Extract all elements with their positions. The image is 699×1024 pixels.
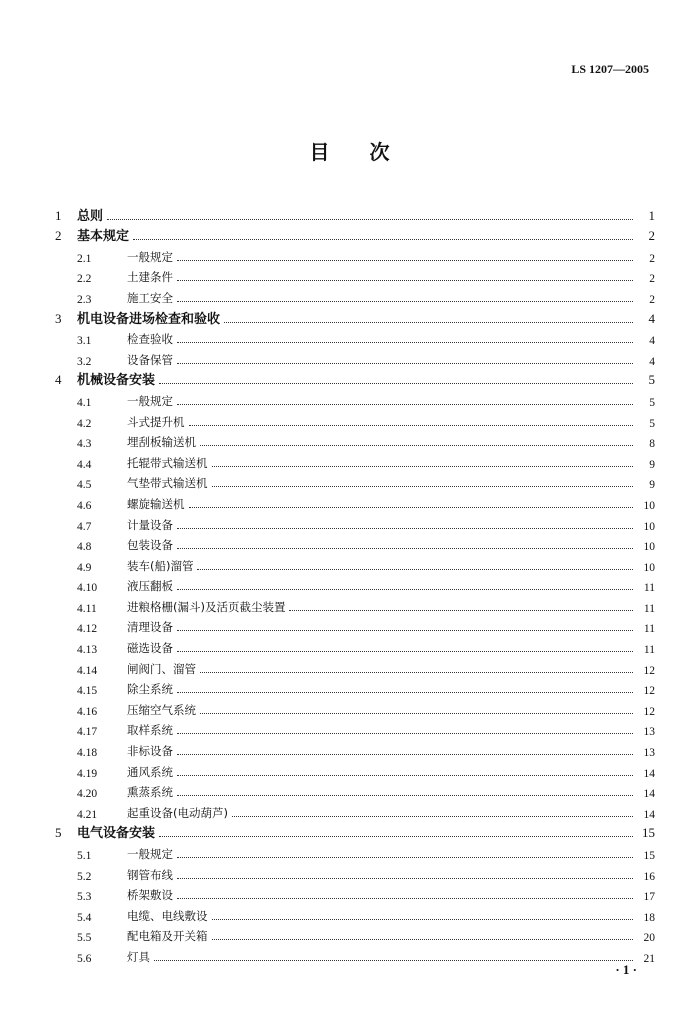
toc-entry-number: 4.6 bbox=[77, 499, 92, 512]
toc-entry-number: 4.7 bbox=[77, 520, 92, 533]
toc-entry-label: 土建条件 bbox=[127, 270, 173, 285]
toc-entry-label: 施工安全 bbox=[127, 290, 173, 305]
dot-leader bbox=[154, 960, 633, 961]
toc-entry-label: 配电箱及开关箱 bbox=[127, 929, 208, 944]
toc-entry-page: 12 bbox=[643, 685, 655, 698]
toc-entry-label: 通风系统 bbox=[127, 764, 173, 779]
toc-entry[interactable] bbox=[55, 388, 655, 409]
toc-entry[interactable] bbox=[55, 327, 655, 348]
toc-entry-number: 4.21 bbox=[77, 808, 98, 821]
dot-leader bbox=[177, 363, 633, 364]
toc-entry[interactable] bbox=[55, 656, 655, 677]
dot-leader bbox=[177, 589, 633, 590]
standard-code: LS 1207—2005 bbox=[571, 62, 649, 76]
toc-entry-number: 5.1 bbox=[77, 850, 92, 862]
dot-leader bbox=[177, 898, 633, 899]
toc-entry-number: 3.1 bbox=[77, 335, 92, 348]
toc-entry-page: 14 bbox=[643, 767, 655, 780]
toc-entry-label: 电缆、电线敷设 bbox=[127, 908, 208, 923]
toc-entry-page: 11 bbox=[643, 582, 655, 595]
toc-entry-number: 5.5 bbox=[77, 932, 92, 945]
toc-entry[interactable] bbox=[55, 265, 655, 286]
toc-entry[interactable] bbox=[55, 883, 655, 904]
toc-entry[interactable] bbox=[55, 203, 655, 224]
toc-entry[interactable] bbox=[55, 924, 655, 945]
toc-entry[interactable] bbox=[55, 347, 655, 368]
toc-entry-label: 设备保管 bbox=[127, 352, 173, 367]
toc-entry-page: 2 bbox=[649, 252, 655, 265]
dot-leader bbox=[212, 939, 634, 940]
toc-entry[interactable] bbox=[55, 862, 655, 883]
toc-entry-page: 10 bbox=[643, 541, 655, 554]
toc-entry-label: 托辊带式输送机 bbox=[127, 455, 208, 470]
toc-entry-page: 8 bbox=[649, 438, 655, 451]
toc-entry-number: 4.5 bbox=[77, 479, 92, 492]
toc-entry-number: 5.6 bbox=[77, 952, 92, 965]
toc-entry-number: 5.2 bbox=[77, 870, 92, 883]
toc-entry-label: 进粮格栅(漏斗)及活页截尘装置 bbox=[127, 599, 286, 614]
toc-entry[interactable] bbox=[55, 944, 655, 965]
toc-entry-page: 12 bbox=[643, 664, 655, 677]
dot-leader bbox=[224, 322, 633, 323]
toc-entry-page: 5 bbox=[648, 372, 655, 388]
toc-entry[interactable] bbox=[55, 759, 655, 780]
toc-entry[interactable] bbox=[55, 512, 655, 533]
toc-entry-label: 非标设备 bbox=[127, 744, 173, 759]
toc-entry-page: 11 bbox=[643, 602, 655, 615]
toc-entry-label: 一般规定 bbox=[127, 249, 173, 264]
toc-entry-label: 包装设备 bbox=[127, 538, 173, 553]
toc-entry-number: 4 bbox=[55, 372, 62, 388]
dot-leader bbox=[133, 239, 633, 240]
toc-entry-label: 一般规定 bbox=[127, 847, 173, 861]
toc-entry-label: 机电设备进场检查和验收 bbox=[77, 311, 221, 327]
toc-entry[interactable] bbox=[55, 409, 655, 430]
toc-entry-page: 21 bbox=[643, 952, 655, 965]
toc-entry-number: 4.14 bbox=[77, 664, 98, 677]
toc-entry-page: 4 bbox=[648, 310, 655, 326]
toc-entry-page: 9 bbox=[649, 479, 655, 492]
toc-entry-label: 液压翻板 bbox=[127, 579, 173, 594]
dot-leader bbox=[177, 795, 633, 796]
toc-entry[interactable] bbox=[55, 450, 655, 471]
page-title: 目次 bbox=[309, 140, 430, 164]
dot-leader bbox=[177, 260, 633, 261]
dot-leader bbox=[212, 466, 634, 467]
dot-leader bbox=[177, 404, 633, 405]
toc-entry-page: 20 bbox=[643, 932, 655, 945]
dot-leader bbox=[232, 816, 633, 817]
toc-entry-label: 清理设备 bbox=[127, 620, 173, 635]
toc-entry-page: 10 bbox=[643, 520, 655, 533]
toc-entry-label: 取样系统 bbox=[127, 723, 173, 738]
toc-entry-number: 4.9 bbox=[77, 561, 92, 574]
toc-entry-page: 4 bbox=[649, 335, 655, 348]
toc-entry-number: 4.4 bbox=[77, 458, 92, 471]
toc-entry[interactable] bbox=[55, 368, 655, 389]
toc-entry[interactable] bbox=[55, 306, 655, 327]
toc-entry[interactable] bbox=[55, 285, 655, 306]
dot-leader bbox=[177, 548, 633, 549]
toc-entry[interactable] bbox=[55, 471, 655, 492]
toc-entry-label: 气垫带式输送机 bbox=[127, 476, 208, 491]
toc-entry-number: 4.3 bbox=[77, 438, 92, 451]
toc-entry-page: 1 bbox=[648, 207, 655, 223]
toc-entry[interactable] bbox=[55, 244, 655, 265]
toc-entry[interactable] bbox=[55, 430, 655, 451]
dot-leader bbox=[177, 857, 633, 858]
toc-entry-label: 基本规定 bbox=[77, 229, 130, 245]
toc-entry[interactable] bbox=[55, 738, 655, 759]
toc-entry-page: 2 bbox=[649, 293, 655, 306]
toc-entry-number: 4.10 bbox=[77, 582, 98, 595]
toc-entry-number: 2.2 bbox=[77, 273, 92, 286]
toc-entry[interactable] bbox=[55, 718, 655, 739]
toc-entry-label: 熏蒸系统 bbox=[127, 785, 173, 800]
toc-entry-page: 16 bbox=[643, 870, 655, 883]
dot-leader bbox=[159, 836, 633, 837]
dot-leader bbox=[189, 425, 634, 426]
dot-leader bbox=[189, 507, 634, 508]
toc-entry-page: 15 bbox=[642, 825, 655, 841]
toc-entry-page: 12 bbox=[643, 705, 655, 718]
toc-entry-label: 钢管布线 bbox=[127, 867, 173, 882]
page-number: · 1 · bbox=[615, 962, 637, 977]
toc-entry-number: 4.8 bbox=[77, 541, 92, 554]
toc-entry[interactable] bbox=[55, 594, 655, 615]
dot-leader bbox=[159, 383, 633, 384]
toc-entry-number: 5 bbox=[55, 825, 62, 841]
toc-entry[interactable] bbox=[55, 224, 655, 245]
toc-entry-label: 总则 bbox=[77, 208, 104, 224]
toc-entry-number: 5.4 bbox=[77, 911, 92, 924]
toc-entry-page: 10 bbox=[643, 561, 655, 574]
dot-leader bbox=[177, 775, 633, 776]
toc-entry-page: 13 bbox=[643, 726, 655, 739]
toc-entry-page: 5 bbox=[649, 417, 655, 430]
dot-leader bbox=[177, 733, 633, 734]
dot-leader bbox=[200, 445, 633, 446]
toc-entry-number: 3.2 bbox=[77, 355, 92, 368]
toc-entry-page: 2 bbox=[649, 273, 655, 286]
toc-entry-label: 一般规定 bbox=[127, 393, 173, 408]
toc-entry-label: 电气设备安装 bbox=[77, 826, 156, 842]
toc-entry-label: 压缩空气系统 bbox=[127, 702, 196, 717]
toc-entry[interactable] bbox=[55, 697, 655, 718]
toc-entry[interactable] bbox=[55, 553, 655, 574]
toc-entry-number: 4.16 bbox=[77, 705, 98, 718]
toc-entry-page: 11 bbox=[643, 644, 655, 657]
toc-entry-label: 闸阀门、溜管 bbox=[127, 661, 196, 676]
toc-entry[interactable] bbox=[55, 841, 655, 862]
toc-entry-number: 4.17 bbox=[77, 726, 98, 739]
toc-entry-number: 1 bbox=[55, 207, 62, 223]
toc-entry-number: 4.15 bbox=[77, 685, 98, 698]
toc-entry-number: 4.2 bbox=[77, 417, 92, 430]
toc-entry-number: 2.3 bbox=[77, 293, 92, 306]
dot-leader bbox=[177, 280, 633, 281]
dot-leader bbox=[212, 919, 634, 920]
toc-entry-number: 2 bbox=[55, 228, 62, 244]
toc-entry-number: 4.1 bbox=[77, 396, 92, 409]
dot-leader bbox=[200, 672, 633, 673]
toc-entry-page: 9 bbox=[649, 458, 655, 471]
toc-entry-number: 4.19 bbox=[77, 767, 98, 780]
dot-leader bbox=[177, 630, 633, 631]
dot-leader bbox=[212, 486, 634, 487]
toc-entry-number: 5.3 bbox=[77, 891, 92, 904]
toc-entry-page: 17 bbox=[643, 891, 655, 904]
toc-entry-label: 斗式提升机 bbox=[127, 414, 185, 429]
toc-entry-page: 4 bbox=[649, 355, 655, 368]
toc-entry-label: 磁选设备 bbox=[127, 641, 173, 656]
toc-entry-page: 15 bbox=[643, 850, 655, 862]
toc-entry-page: 14 bbox=[643, 788, 655, 801]
toc-entry-label: 埋刮板输送机 bbox=[127, 435, 196, 450]
dot-leader bbox=[177, 878, 633, 879]
dot-leader bbox=[177, 528, 633, 529]
toc-entry[interactable] bbox=[55, 491, 655, 512]
dot-leader bbox=[177, 651, 633, 652]
toc-entry-number: 4.20 bbox=[77, 788, 98, 801]
toc-entry-label: 装车(船)溜管 bbox=[127, 558, 194, 573]
toc-entry-label: 灯具 bbox=[127, 949, 150, 964]
toc-entry-label: 桥架敷设 bbox=[127, 888, 173, 903]
toc-entry-number: 3 bbox=[55, 310, 62, 326]
toc-entry-label: 计量设备 bbox=[127, 517, 173, 532]
toc-entry[interactable] bbox=[55, 800, 655, 821]
dot-leader bbox=[289, 610, 633, 611]
toc-entry[interactable] bbox=[55, 574, 655, 595]
toc-entry[interactable] bbox=[55, 615, 655, 636]
toc-entry-label: 检查验收 bbox=[127, 332, 173, 347]
dot-leader bbox=[197, 569, 633, 570]
toc-entry-number: 4.18 bbox=[77, 747, 98, 760]
toc-entry-number: 4.13 bbox=[77, 644, 98, 657]
dot-leader bbox=[177, 692, 633, 693]
toc-entry-label: 螺旋输送机 bbox=[127, 496, 185, 511]
toc-entry-number: 4.12 bbox=[77, 623, 98, 636]
toc-entry-label: 机械设备安装 bbox=[77, 373, 156, 389]
toc-entry-page: 10 bbox=[643, 499, 655, 512]
toc-entry-label: 除尘系统 bbox=[127, 682, 173, 697]
toc-entry[interactable] bbox=[55, 821, 655, 842]
dot-leader bbox=[177, 301, 633, 302]
dot-leader bbox=[200, 713, 633, 714]
toc-entry-page: 14 bbox=[643, 808, 655, 821]
table-of-contents bbox=[55, 203, 655, 965]
toc-entry-page: 2 bbox=[648, 228, 655, 244]
toc-entry-page: 13 bbox=[643, 747, 655, 760]
toc-entry[interactable] bbox=[55, 635, 655, 656]
toc-entry[interactable] bbox=[55, 903, 655, 924]
toc-entry-page: 5 bbox=[649, 396, 655, 409]
toc-entry-number: 2.1 bbox=[77, 252, 92, 265]
toc-entry-label: 起重设备(电动葫芦) bbox=[127, 805, 228, 820]
toc-entry[interactable] bbox=[55, 780, 655, 801]
dot-leader bbox=[107, 219, 633, 220]
dot-leader bbox=[177, 754, 633, 755]
toc-entry[interactable] bbox=[55, 677, 655, 698]
toc-entry-page: 18 bbox=[643, 911, 655, 924]
toc-entry-number: 4.11 bbox=[77, 602, 97, 615]
dot-leader bbox=[177, 342, 633, 343]
toc-entry[interactable] bbox=[55, 533, 655, 554]
toc-entry-page: 11 bbox=[643, 623, 655, 636]
